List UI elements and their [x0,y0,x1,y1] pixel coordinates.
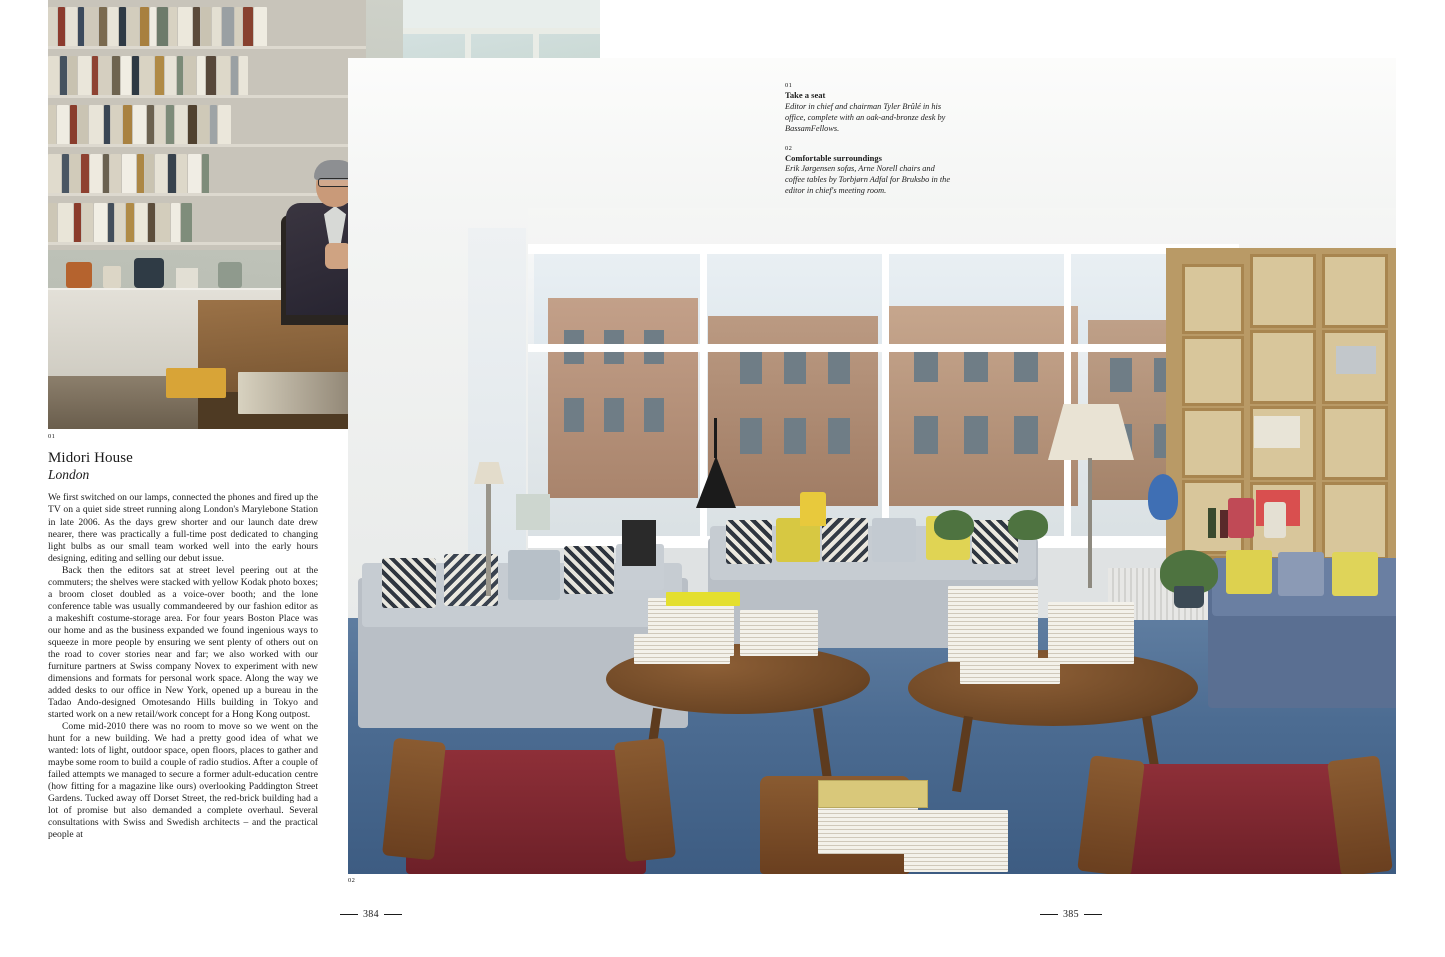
article-paragraph: Back then the editors sat at street level peering out at the commuters; the shelves were stacked with yellow Kodak photo boxes; a broom closet doubled as a voice-over booth; and the lone conference table was usually commandeered by our fashion editor as a makeshift costume-storage area. For four years Boston Place was our home and as the business expanded we found ingenious ways to squeeze in more people by ensuring we sent plenty of others out on the road to cover stories near and far; we also worked with our furniture partners at Swiss company Novex to experiment with new dimensions and formats for personal work space. Along the way we added desks to our office in New York, opened up a bureau in the Tadao Ando-designed Omotesando Hills building in Tokyo and started work on a new retail/work concept for a Hong Kong outpost. [48,564,318,720]
caption-block [785,82,950,207]
folio-rule [384,914,402,915]
caption-1-title: Take a seat [785,90,826,101]
floor-lamp-pole [1088,458,1092,588]
plant-window-2 [1008,510,1048,540]
figurine [1148,474,1178,520]
article-paragraph: We first switched on our lamps, connected the phones and fired up the TV on a quiet side street running along London's Marylebone Station in late 2006. As the days grew shorter and our launch date drew nearer, there was practically a full-time post dedicated to changing light bulbs as our small team worked well into the early hours designing, editing and selling our debut issue. [48,492,318,564]
plant-window [934,510,974,540]
article-subtitle: London [48,467,90,483]
caption-2-body: Erik Jørgensen sofas, Arne Norell chairs and coffee tables by Torbjørn Adfal for Bruksbo in the editor in chief's meeting room. [785,164,951,196]
folio-rule [1084,914,1102,915]
folio-right [1040,909,1102,920]
article-column [48,450,318,841]
armchair-right [1108,764,1358,874]
figure-label-01: 01 [48,433,56,440]
folio-rule [1040,914,1058,915]
folio-right-number: 385 [1063,909,1079,920]
caption-1-body: Editor in chief and chairman Tyler Brûlé in his office, complete with an oak-and-bronze desk by BassamFellows. [785,101,946,133]
article-title: Midori House [48,450,133,466]
caption-2-number: 02 [785,144,793,152]
caption-2-title: Comfortable surroundings [785,152,882,163]
folio-left [340,909,402,920]
article-paragraph: Come mid-2010 there was no room to move so we went on the hunt for a new building. We had a pretty good idea of what we wanted: lots of light, outdoor space, open floors, places to gather and maybe some room to build a couple of radio studios. After a couple of failed attempts we managed to secure a former adult-education centre (how fitting for a magazine like ours) overlooking Paddington Street Gardens. Tucked away off Dorset Street, the red-brick building had a lot of promise but also demanded a complete overhaul. Several consultations with Swiss and Swedish architects – and the practical people at [48,721,318,841]
caption-1-number: 01 [785,82,793,89]
folio-rule [340,914,358,915]
folio-left-number: 384 [363,909,379,920]
figure-label-02: 02 [348,877,356,884]
